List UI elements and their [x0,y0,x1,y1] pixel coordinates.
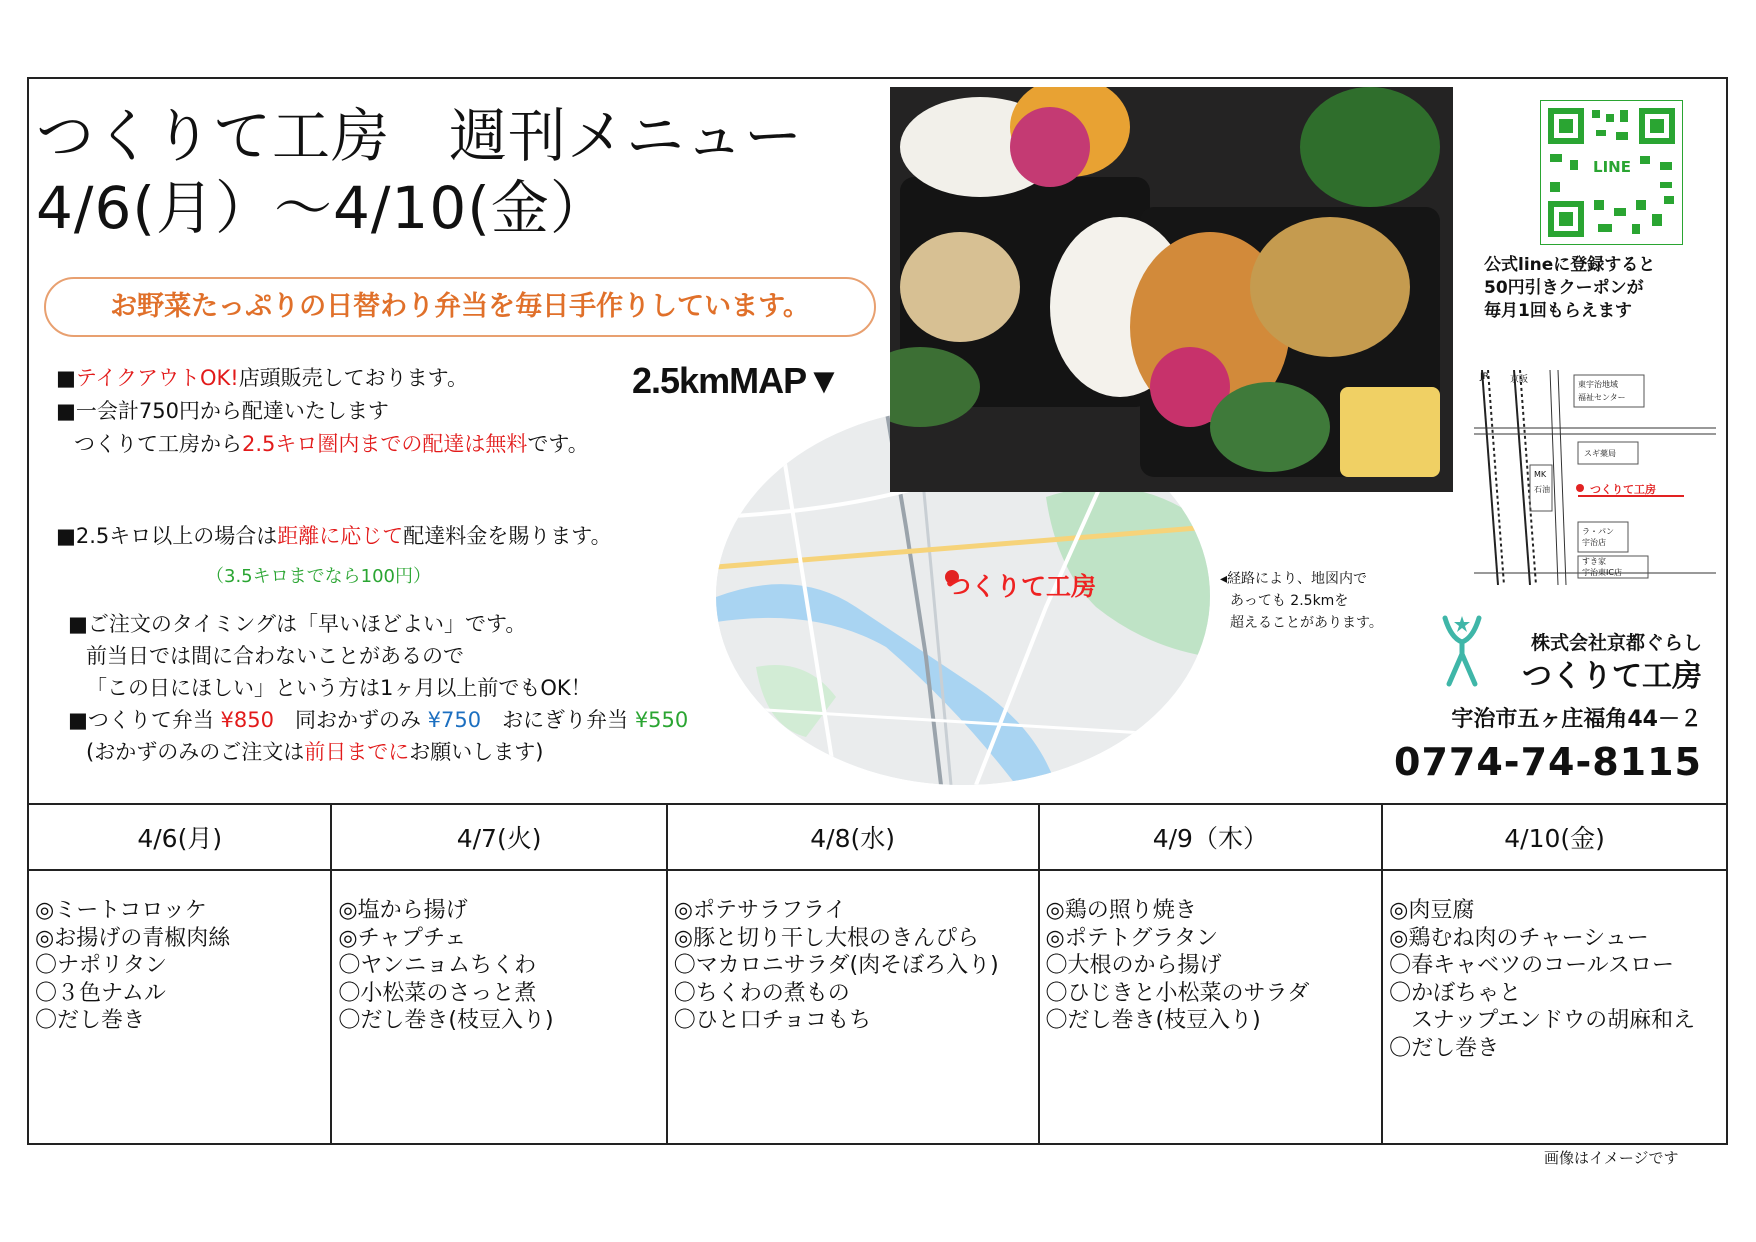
map-pin-label: つくりて工房 [946,572,1097,601]
weekly-menu-table [27,803,1728,1145]
info-timing-note: 前当日では間に合わないことがあるので [86,644,464,668]
menu-item: ◎ポテトグラタン [1045,925,1219,951]
menu-item: 〇だし巻き(枝豆入り) [338,1008,554,1033]
tagline-banner: お野菜たっぷりの日替わり弁当を毎日手作りしています。 [44,277,876,337]
day-menu-cell [1382,870,1727,1144]
info-advance-order: 「この日にほしい」という方は1ヶ月以上前でもOK！ [86,676,592,700]
menu-items-row [28,870,1727,1144]
menu-item: スナップエンドウの胡麻和え [1389,1008,1696,1033]
page-title [36,100,803,244]
day-header: 4/6(月) [28,804,331,870]
bento-photo [890,87,1453,492]
day-header: 4/7(火) [331,804,666,870]
menu-item: 〇小松菜のさっと煮 [338,980,537,1006]
info-prices: ■つくりて弁当 ¥850 同おかずのみ ¥750 おにぎり弁当 ¥550 [68,708,689,732]
menu-item: 〇ひじきと小松菜のサラダ [1045,980,1310,1006]
day-menu-cell [28,870,331,1144]
menu-item: 〇だし巻き [35,1008,146,1033]
line-qr-code[interactable] [1540,100,1683,245]
menu-item: 〇ナポリタン [35,953,168,978]
access-map: JR 京阪 東宇治地域 福祉センター スギ薬局 つくりて工房 MK 石油 ラ・パン 宇治店 すき家 宇治東IC店 [1474,370,1716,585]
menu-item: ◎鶏むね肉のチャーシュー [1389,925,1649,951]
info-timing: ■ご注文のタイミングは「早いほどよい」です。 [68,612,527,636]
company-corp-name: 株式会社京都ぐらし [1530,632,1702,654]
access-map-shop: つくりて工房 [1590,483,1656,496]
menu-item: 〇ちくわの煮もの [673,980,850,1006]
menu-item: ◎ポテサラフライ [673,898,847,923]
info-fee-note: （3.5キロまでなら100円） [206,566,431,587]
menu-item: ◎鶏の照り焼き [1045,898,1197,923]
menu-item: 〇ひと口チョコもち [673,1008,872,1033]
route-note: ◂経路により、地図内で あっても 2.5kmを 超えることがあります。 [1220,571,1383,631]
menu-item: 〇かぼちゃと [1389,980,1522,1006]
info-okazu-note: (おかずのみのご注文は前日までにお願いします) [86,740,544,764]
qr-line-label: LINE [1593,158,1631,176]
company-shop-name: つくりて工房 [1522,659,1702,694]
day-menu-cell [667,870,1039,1144]
menu-item: ◎豚と切り干し大根のきんぴら [673,925,979,951]
info-takeout: ■テイクアウトOK!店頭販売しております。 [56,366,469,390]
company-phone[interactable]: 0774-74-8115 [1394,740,1702,784]
menu-item: ◎塩から揚げ [338,898,468,923]
menu-item: ◎チャプチェ [338,925,467,951]
day-header: 4/8(水) [667,804,1039,870]
info-free-delivery: つくりて工房から2.5キロ圏内までの配達は無料です。 [74,432,589,456]
image-footnote: 画像はイメージです [1544,1149,1679,1167]
info-delivery-min: ■一会計750円から配達いたします [56,399,389,423]
menu-item: 〇春キャベツのコールスロー [1389,953,1675,978]
company-info [1394,620,1702,784]
title-line-1: つくりて工房 週刊メニュー [36,102,804,170]
menu-item: 〇ヤンニョムちくわ [338,953,537,978]
bento-photo-graphic [890,87,1453,492]
menu-item: 〇マカロニサラダ(肉そぼろ入り) [673,953,999,978]
company-address: 宇治市五ヶ庄福角44－２ [1451,707,1702,732]
menu-item: ◎肉豆腐 [1389,898,1475,923]
menu-item: 〇だし巻き [1389,1035,1500,1061]
day-header: 4/9（木） [1039,804,1383,870]
info-delivery-fee: ■2.5キロ以上の場合は距離に応じて配達料金を賜ります。 [56,524,612,548]
menu-item: ◎お揚げの青椒肉絲 [35,925,231,951]
menu-item: 〇３色ナムル [35,980,166,1006]
title-line-2: 4/6(月）～4/10(金） [36,174,609,242]
day-header: 4/10(金) [1382,804,1727,870]
day-menu-cell [331,870,666,1144]
menu-item: 〇大根のから揚げ [1045,953,1222,978]
menu-item: 〇だし巻き(枝豆入り) [1045,1008,1261,1033]
line-note: 公式lineに登録すると 50円引きクーポンが 毎月1回もらえます [1484,255,1656,321]
menu-item: ◎ミートコロッケ [35,898,207,923]
day-menu-cell [1039,870,1383,1144]
map-label: 2.5kmMAP▼ [632,360,841,401]
menu-header-row [28,804,1727,870]
